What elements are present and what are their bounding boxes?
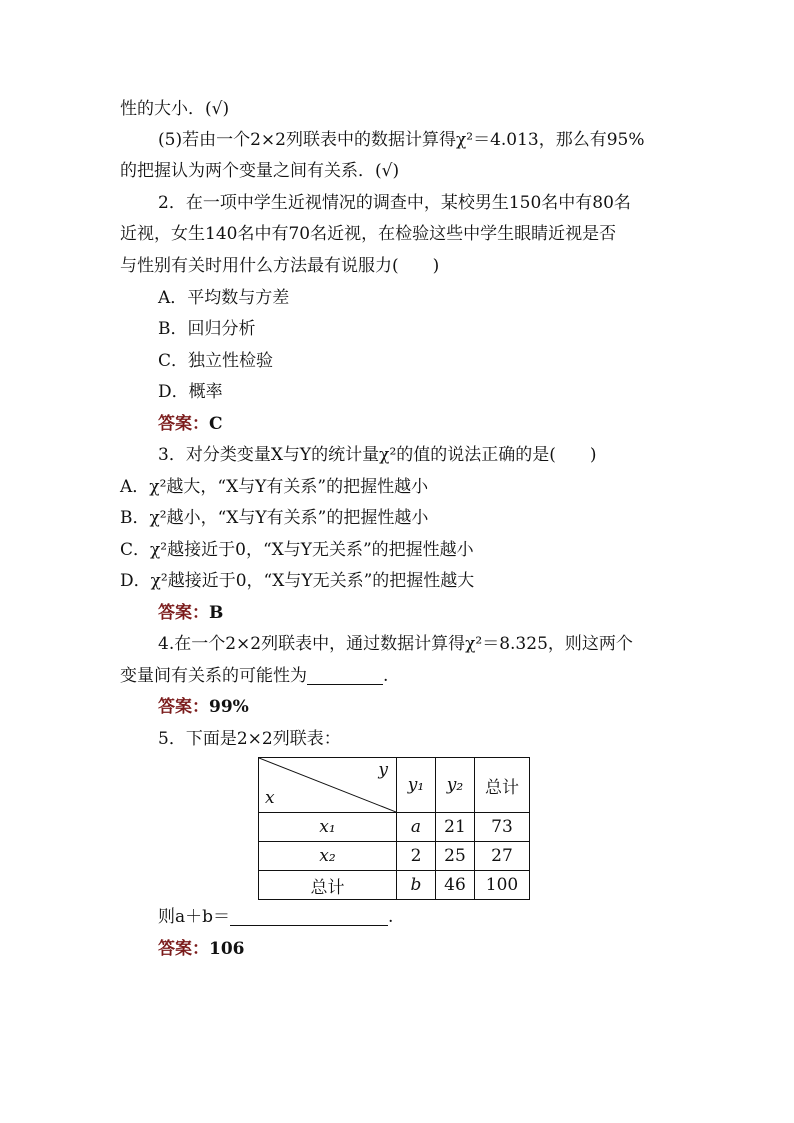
option-a: A．χ²越大，“X与Y有关系”的把握性越小 <box>120 477 429 497</box>
answer-q3 <box>158 601 704 625</box>
answer-value: 99% <box>209 697 249 717</box>
answer-value: 106 <box>209 939 245 959</box>
table-cell: x₂ <box>259 842 397 871</box>
table-header: 总计 <box>475 758 530 813</box>
corner-x-label: x <box>265 788 275 808</box>
answer-label: 答案： <box>158 697 209 717</box>
question-2: 2．在一项中学生近视情况的调查中，某校男生150名中有80名 <box>158 193 631 213</box>
table-row <box>259 842 530 871</box>
table-header: y₂ <box>436 758 475 813</box>
option-d: D．概率 <box>158 382 223 402</box>
question-4-text: 变量间有关系的可能性为 <box>120 666 307 686</box>
option-b: B．χ²越小，“X与Y有关系”的把握性越小 <box>120 508 429 528</box>
table-cell: 27 <box>475 842 530 871</box>
table-cell: 73 <box>475 813 530 842</box>
text-line: 的把握认为两个变量之间有关系．(√) <box>120 161 400 181</box>
answer-value: B <box>209 603 224 623</box>
option-c: C．独立性检验 <box>158 351 274 371</box>
text-line <box>158 905 704 929</box>
answer-q4 <box>158 695 704 719</box>
text-line <box>120 664 704 688</box>
table-row <box>259 813 530 842</box>
text-line: 性的大小．(√) <box>120 99 230 119</box>
period: . <box>388 907 394 927</box>
table-corner-cell <box>259 758 397 813</box>
table-cell: 100 <box>475 871 530 900</box>
text-line: (5)若由一个2×2列联表中的数据计算得χ²＝4.013，那么有95% <box>158 130 645 150</box>
question-3: 3．对分类变量X与Y的统计量χ²的值的说法正确的是( ) <box>158 445 597 465</box>
answer-label: 答案： <box>158 939 209 959</box>
table-header: y₁ <box>397 758 436 813</box>
table-cell: a <box>397 813 436 842</box>
table-cell: 25 <box>436 842 475 871</box>
table-header-row <box>259 758 530 813</box>
question-5: 5．下面是2×2列联表： <box>158 729 341 749</box>
answer-blank <box>230 907 388 926</box>
question-4: 4.在一个2×2列联表中，通过数据计算得χ²＝8.325，则这两个 <box>158 634 633 654</box>
answer-value: C <box>209 414 223 434</box>
option-b: B．回归分析 <box>158 319 256 339</box>
table-cell: 46 <box>436 871 475 900</box>
corner-y-label: y <box>378 760 388 780</box>
period: . <box>383 666 389 686</box>
table-cell: b <box>397 871 436 900</box>
answer-label: 答案： <box>158 603 209 623</box>
answer-q5 <box>158 937 704 961</box>
question-5-text: 则a＋b＝ <box>158 907 231 927</box>
table-cell: 21 <box>436 813 475 842</box>
table-cell: 总计 <box>259 871 397 900</box>
option-d: D．χ²越接近于0，“X与Y无关系”的把握性越大 <box>120 571 475 591</box>
answer-q2 <box>158 412 704 436</box>
text-line: 与性别有关时用什么方法最有说服力( ) <box>120 256 440 276</box>
option-a: A．平均数与方差 <box>158 288 290 308</box>
text-line: 近视，女生140名中有70名近视，在检验这些中学生眼睛近视是否 <box>120 224 617 244</box>
table-cell: 2 <box>397 842 436 871</box>
answer-blank <box>307 666 383 685</box>
contingency-table <box>258 757 530 900</box>
table-cell: x₁ <box>259 813 397 842</box>
diagonal-line <box>259 758 396 812</box>
option-c: C．χ²越接近于0，“X与Y无关系”的把握性越小 <box>120 540 474 560</box>
table-row <box>259 871 530 900</box>
answer-label: 答案： <box>158 414 209 434</box>
